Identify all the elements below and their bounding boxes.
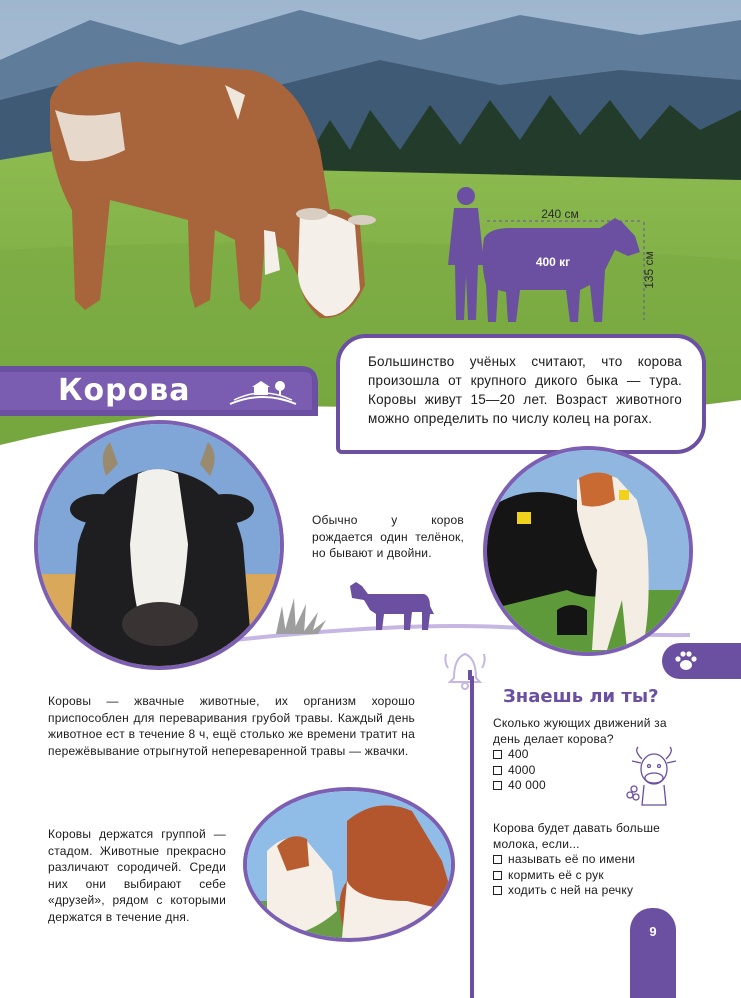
checkbox[interactable] bbox=[493, 886, 502, 895]
quiz-question-2 bbox=[493, 821, 693, 899]
cow-doodle-icon bbox=[624, 745, 684, 809]
cow-portrait-photo bbox=[34, 420, 284, 670]
paw-icon bbox=[674, 650, 698, 672]
two-cows-photo bbox=[243, 787, 455, 942]
grass-tuft-icon bbox=[276, 598, 326, 634]
checkbox[interactable] bbox=[493, 781, 502, 790]
section-divider bbox=[462, 676, 482, 998]
q2-option-3[interactable]: ходить с ней на речку bbox=[493, 883, 693, 899]
cow-and-calf-photo bbox=[483, 446, 693, 656]
q2-option-1[interactable]: называть её по имени bbox=[493, 852, 693, 868]
title-banner bbox=[0, 366, 318, 416]
weight-label: 400 кг bbox=[535, 255, 571, 269]
length-label: 240 см bbox=[541, 207, 579, 221]
farm-icon bbox=[228, 380, 298, 408]
intro-text: Большинство учёных считают, что корова произошла от крупного дикого быка — тура. Коровы живут 15—20 лет. Возраст животного можно определить по числу колец на рогах. bbox=[368, 354, 682, 426]
calf-fact-text: Обычно у коров рождается один телёнок, но бывают и двойни. bbox=[312, 513, 464, 560]
calf-illustration bbox=[272, 576, 442, 640]
page-title: Корова bbox=[58, 373, 191, 408]
question-2-text: Корова будет давать больше молока, если... bbox=[493, 821, 661, 851]
q2-option-2[interactable]: кормить её с рук bbox=[493, 868, 693, 884]
question-1-text: Сколько жующих движений за день делает корова? bbox=[493, 716, 667, 746]
checkbox[interactable] bbox=[493, 855, 502, 864]
intro-callout bbox=[336, 334, 706, 454]
did-you-know-title: Знаешь ли ты? bbox=[503, 686, 659, 707]
page-number: 9 bbox=[630, 908, 676, 998]
herd-fact-text: Коровы держатся группой — стадом. Животные прекрасно различают сородичей. Среди них они выбирают себе «друзей», рядом с которыми держатся в течение дня. bbox=[48, 827, 226, 924]
checkbox[interactable] bbox=[493, 766, 502, 775]
q1-option-2[interactable]: 4000 bbox=[493, 763, 691, 779]
paw-tab bbox=[662, 643, 741, 679]
checkbox[interactable] bbox=[493, 750, 502, 759]
calf-silhouette-icon bbox=[350, 582, 434, 630]
ruminant-fact-text: Коровы — жвачные животные, их организм хорошо приспособлен для переваривания грубой травы. Каждый день животное ест в течение 8 ч, ещё столько же времени тратит на пережёвывание отрыгнутой непереваренной травы — жвачки. bbox=[48, 694, 415, 758]
height-label: 135 см bbox=[642, 251, 656, 289]
q1-option-1[interactable]: 400 bbox=[493, 747, 691, 763]
q1-option-3[interactable]: 40 000 bbox=[493, 778, 691, 794]
checkbox[interactable] bbox=[493, 871, 502, 880]
